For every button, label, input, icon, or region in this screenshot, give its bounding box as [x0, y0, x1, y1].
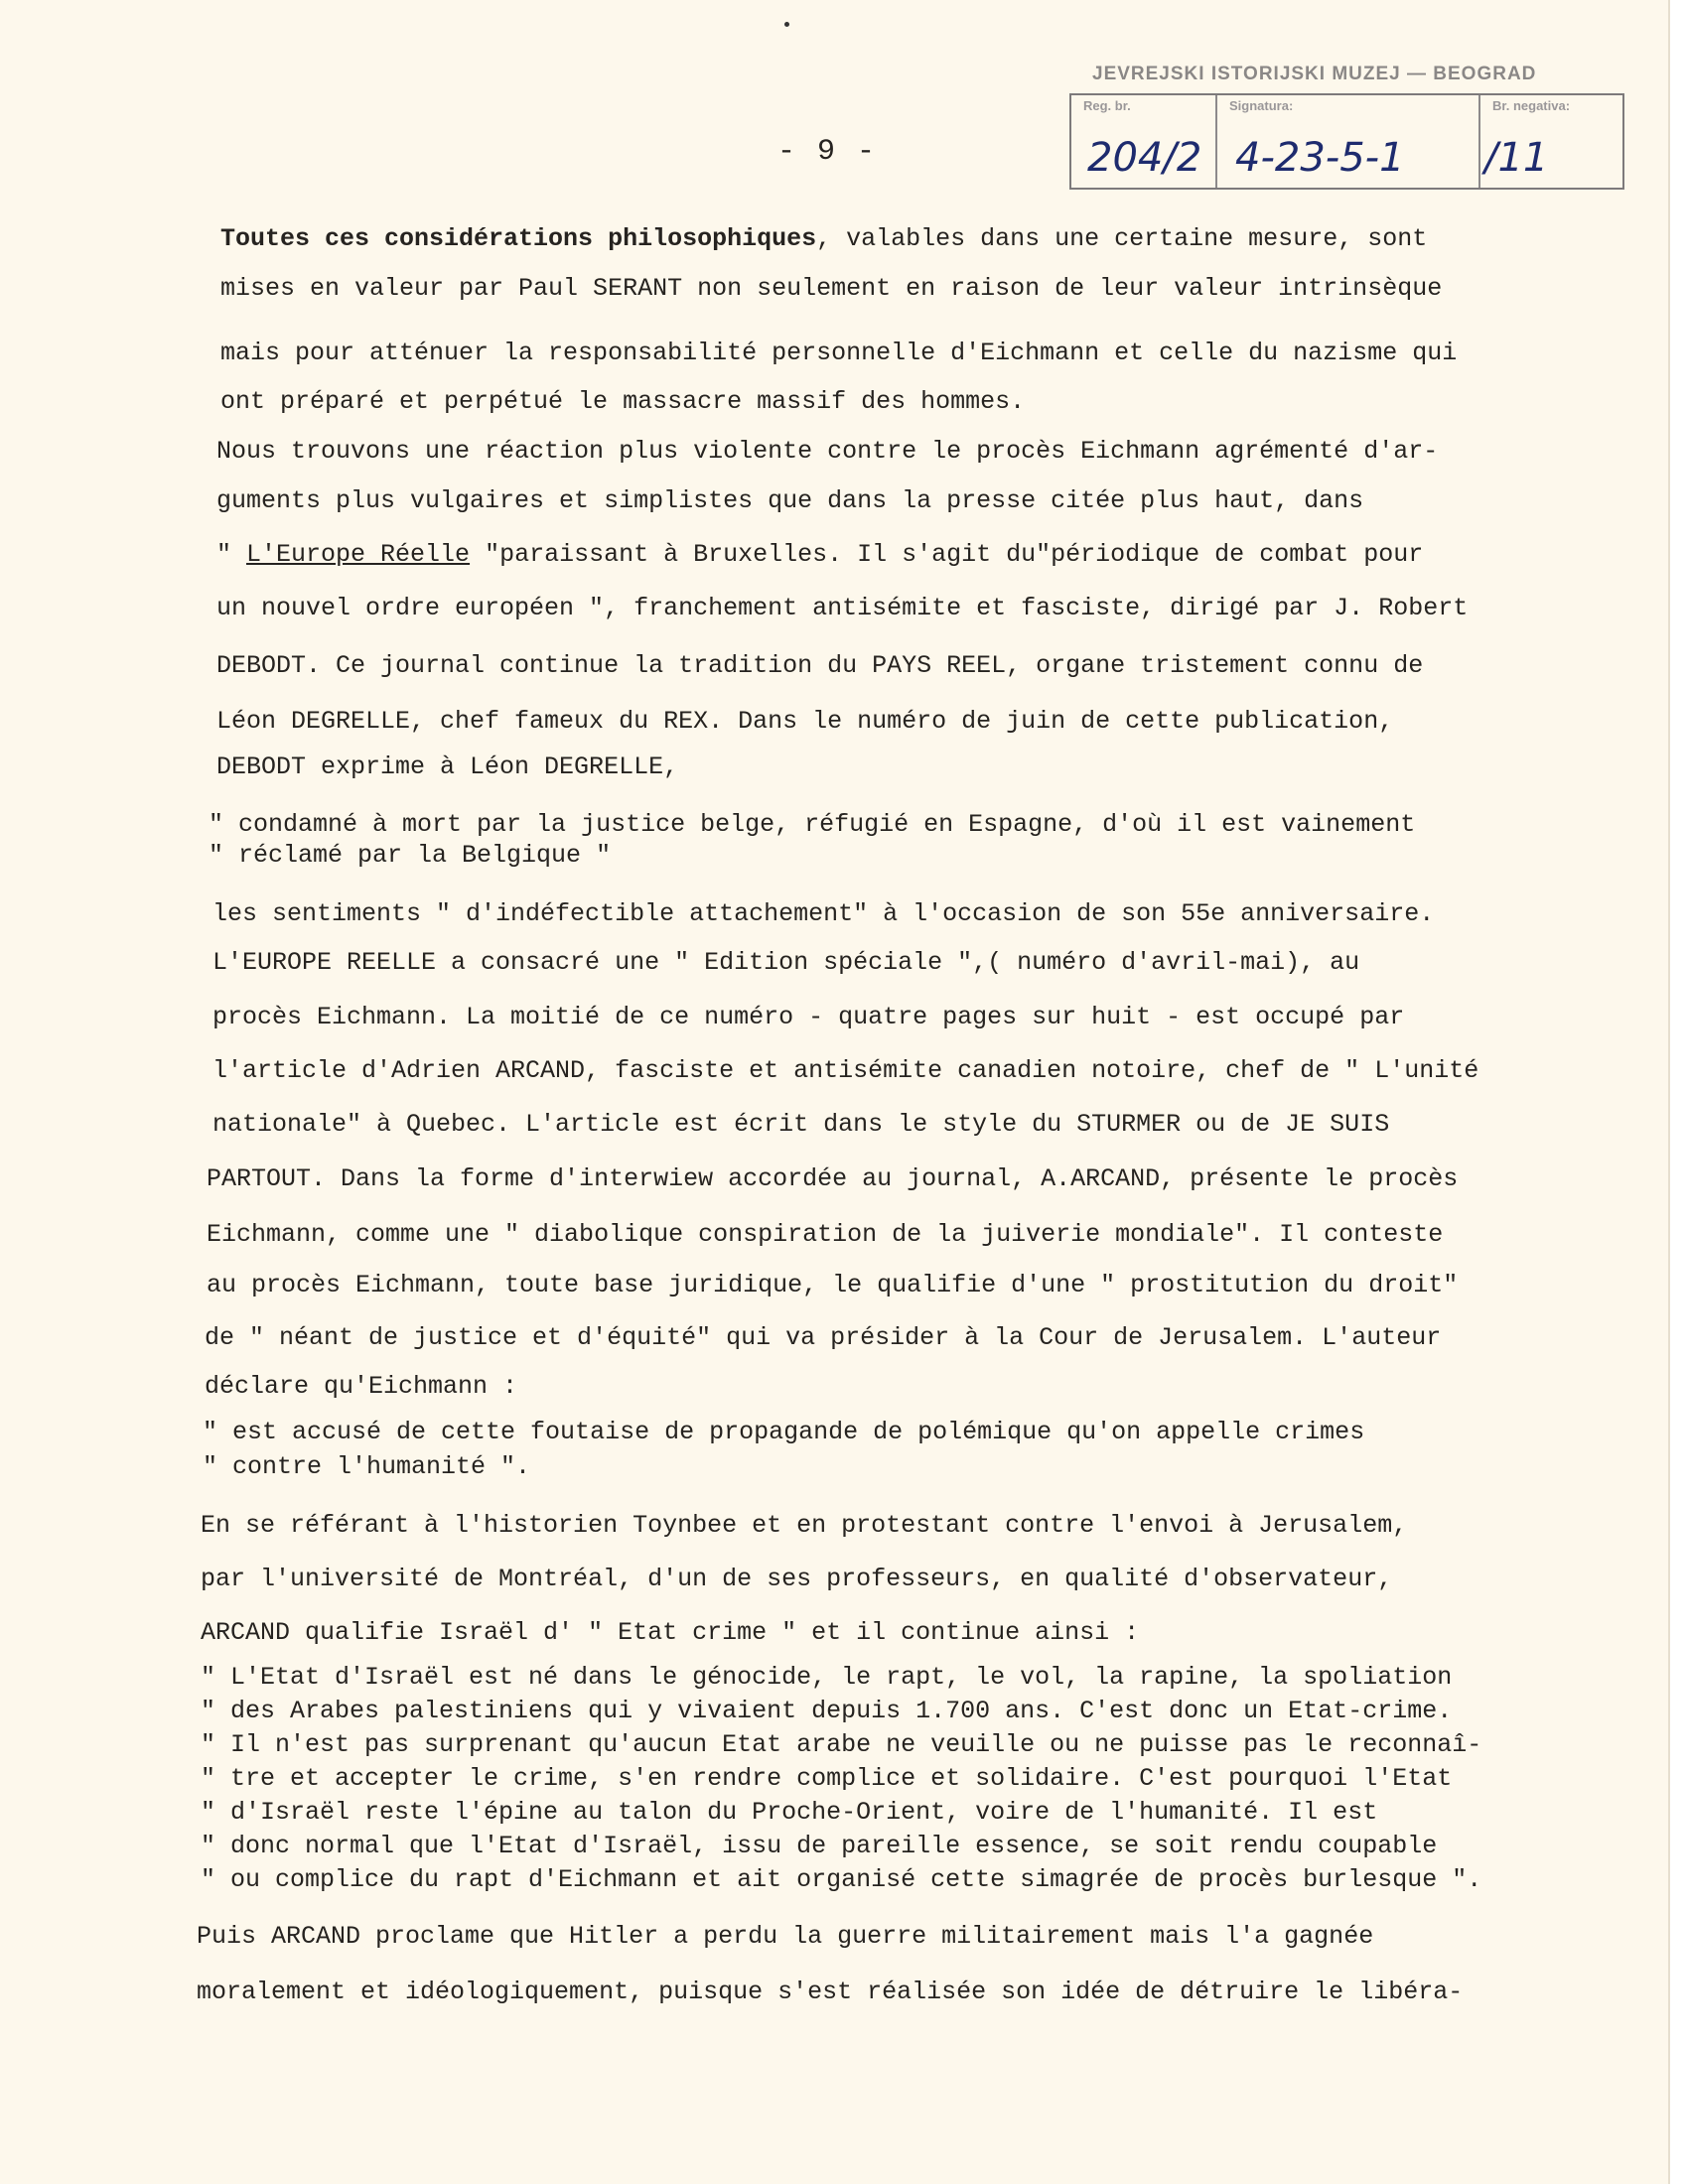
text-line: déclare qu'Eichmann : [205, 1372, 518, 1401]
stamp-label-signatura: Signatura: [1229, 98, 1294, 113]
text-line: guments plus vulgaires et simplistes que dans la presse citée plus haut, dans [216, 486, 1364, 515]
text-line [216, 542, 1423, 567]
text-line: En se référant à l'historien Toynbee et en protestant contre l'envoi à Jerusalem, [201, 1511, 1408, 1540]
museum-stamp-header: JEVREJSKI ISTORIJSKI MUZEJ — BEOGRAD [1092, 64, 1537, 84]
stamp-value-reg: 204/2 [1087, 135, 1202, 181]
text-line: de " néant de justice et d'équité" qui va présider à la Cour de Jerusalem. L'auteur [205, 1323, 1442, 1352]
quote-line: " tre et accepter le crime, s'en rendre complice et solidaire. C'est pourquoi l'Etat [201, 1764, 1453, 1793]
text-line: les sentiments " d'indéfectible attachement" à l'occasion de son 55e anniversaire. [212, 899, 1435, 928]
archive-stamp [1069, 93, 1624, 190]
text-fragment: "paraissant à Bruxelles. Il s'agit du"périodique de combat pour [470, 540, 1424, 569]
text-line: L'EUROPE REELLE a consacré une " Edition spéciale ",( numéro d'avril-mai), au [212, 948, 1360, 977]
quote-line: " condamné à mort par la justice belge, réfugié en Espagne, d'où il est vainement [209, 810, 1416, 839]
quote-line: " est accusé de cette foutaise de propagande de polémique qu'on appelle crimes [203, 1418, 1365, 1446]
text-fragment: , valables dans une certaine mesure, sont [816, 224, 1428, 253]
quote-line: " Il n'est pas surprenant qu'aucun Etat arabe ne veuille ou ne puisse pas le reconnaî- [201, 1730, 1482, 1759]
text-line: Eichmann, comme une " diabolique conspiration de la juiverie mondiale". Il conteste [207, 1220, 1444, 1249]
stamp-field-signatura [1215, 95, 1476, 188]
quote-line: " des Arabes palestiniens qui y vivaient depuis 1.700 ans. C'est donc un Etat-crime. [201, 1697, 1453, 1725]
stamp-label-negativa: Br. negativa: [1492, 98, 1571, 113]
stamp-label-reg: Reg. br. [1083, 98, 1131, 113]
stamp-field-negativa [1478, 95, 1622, 188]
text-line: DEBODT exprime à Léon DEGRELLE, [216, 752, 679, 781]
text-fragment: " [216, 540, 247, 569]
quote-line: " contre l'humanité ". [203, 1452, 531, 1481]
text-line: moralement et idéologiquement, puisque s'est réalisée son idée de détruire le libéra- [197, 1978, 1464, 2006]
text-line: nationale" à Quebec. L'article est écrit dans le style du STURMER ou de JE SUIS [212, 1110, 1390, 1139]
quote-line: " ou complice du rapt d'Eichmann et ait organisé cette simagrée de procès burlesque ". [201, 1865, 1482, 1894]
underlined-title: L'Europe Réelle [246, 540, 471, 569]
text-line: DEBODT. Ce journal continue la tradition du PAYS REEL, organe tristement connu de [216, 651, 1424, 680]
text-line: PARTOUT. Dans la forme d'interwiew accordée au journal, A.ARCAND, présente le procès [207, 1164, 1459, 1193]
text-line: mais pour atténuer la responsabilité personnelle d'Eichmann et celle du nazisme qui [220, 339, 1458, 367]
quote-line: " L'Etat d'Israël est né dans le génocide, le rapt, le vol, la rapine, la spoliation [201, 1663, 1453, 1692]
punch-mark [784, 22, 789, 27]
stamp-field-reg [1071, 95, 1210, 188]
stamp-value-negativa: /11 [1484, 135, 1549, 181]
stamp-value-signatura: 4-23-5-1 [1235, 135, 1405, 181]
page-number: - 9 - [777, 135, 878, 169]
text-line: l'article d'Adrien ARCAND, fasciste et antisémite canadien notoire, chef de " L'unité [212, 1056, 1479, 1085]
bold-phrase: Toutes ces considérations philosophiques [220, 224, 817, 253]
text-line: Puis ARCAND proclame que Hitler a perdu la guerre militairement mais l'a gagnée [197, 1922, 1374, 1951]
text-line: mises en valeur par Paul SERANT non seulement en raison de leur valeur intrinsèque [220, 274, 1443, 303]
quote-line: " d'Israël reste l'épine au talon du Proche-Orient, voire de l'humanité. Il est [201, 1798, 1378, 1827]
text-line: un nouvel ordre européen ", franchement antisémite et fasciste, dirigé par J. Robert [216, 594, 1469, 622]
text-line: ont préparé et perpétué le massacre massif des hommes. [220, 387, 1026, 416]
text-line: ARCAND qualifie Israël d' " Etat crime " et il continue ainsi : [201, 1618, 1140, 1647]
text-line: procès Eichmann. La moitié de ce numéro - quatre pages sur huit - est occupé par [212, 1003, 1405, 1031]
text-line: Nous trouvons une réaction plus violente contre le procès Eichmann agrémenté d'ar- [216, 437, 1439, 466]
text-line: Léon DEGRELLE, chef fameux du REX. Dans le numéro de juin de cette publication, [216, 707, 1394, 736]
text-line [220, 226, 1427, 251]
text-line: au procès Eichmann, toute base juridique, le qualifie d'une " prostitution du droit" [207, 1271, 1459, 1299]
quote-line: " réclamé par la Belgique " [209, 841, 612, 870]
quote-line: " donc normal que l'Etat d'Israël, issu de pareille essence, se soit rendu coupable [201, 1832, 1438, 1860]
text-line: par l'université de Montréal, d'un de ses professeurs, en qualité d'observateur, [201, 1565, 1393, 1593]
